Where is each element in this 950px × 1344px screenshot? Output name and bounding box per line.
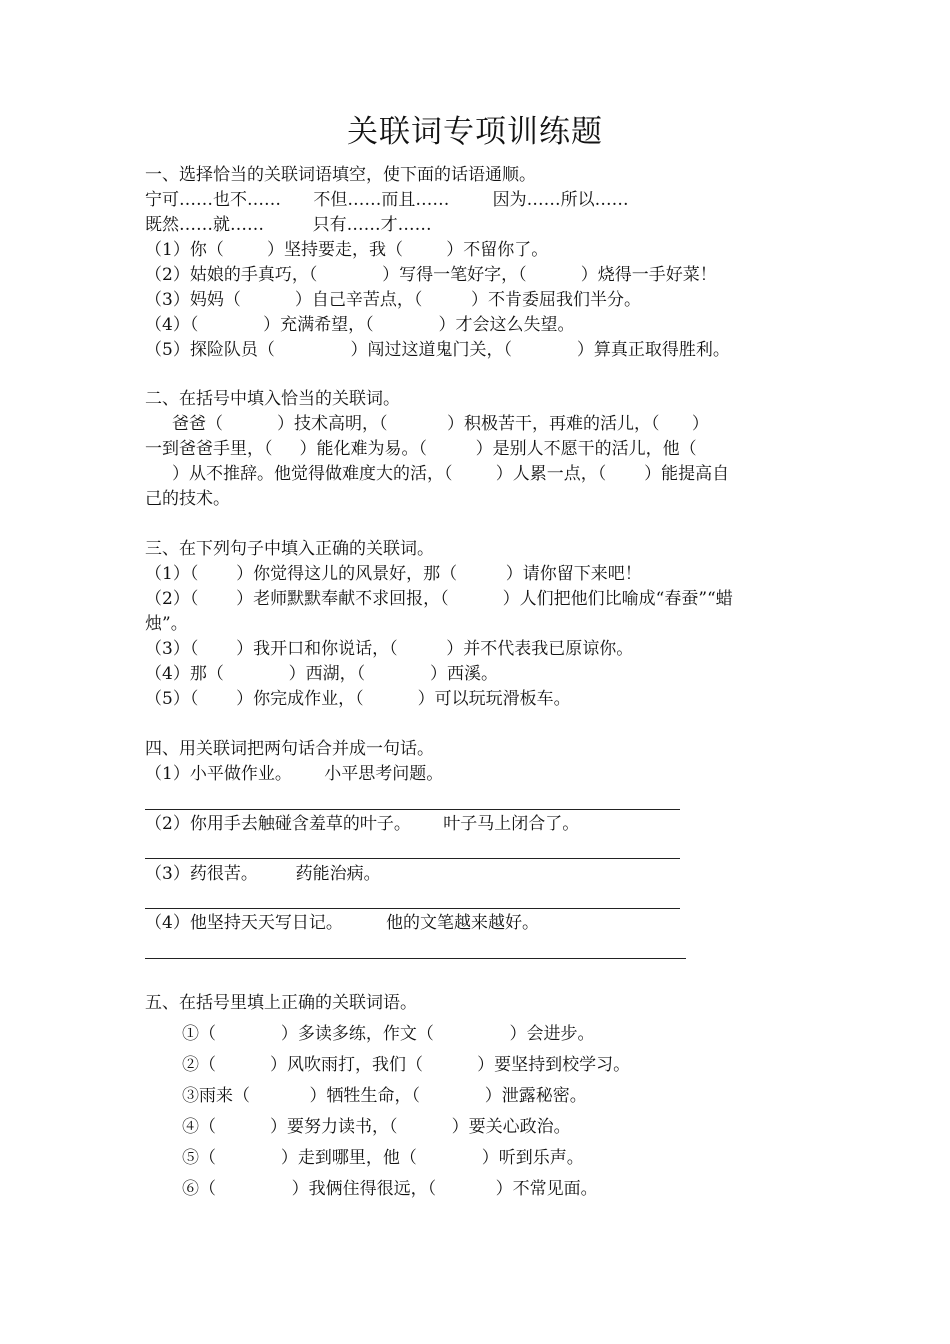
section3-line: （1）（ ）你觉得这儿的风景好，那（ ）请你留下来吧！ <box>145 564 642 584</box>
answer-line <box>145 858 680 859</box>
section1-options-line: 既然……就…… 只有……才…… <box>145 215 432 235</box>
answer-line <box>145 958 686 959</box>
section5-item: ⑤（ ）走到哪里，他（ ）听到乐声。 <box>182 1148 584 1168</box>
section3-line: （4）那（ ）西湖，（ ）西溪。 <box>145 664 499 684</box>
answer-line <box>145 908 680 909</box>
section1-item: （2）姑娘的手真巧，（ ）写得一笔好字，（ ）烧得一手好菜！ <box>145 265 717 285</box>
answer-line <box>145 809 680 810</box>
section5-item: ⑥（ ）我俩住得很远，（ ）不常见面。 <box>182 1179 598 1199</box>
section5-item: ①（ ）多读多练，作文（ ）会进步。 <box>182 1024 595 1044</box>
section3-line: （5）（ ）你完成作业，（ ）可以玩玩滑板车。 <box>145 689 571 709</box>
section2-paragraph-line: 己的技术。 <box>145 489 230 509</box>
section4-item: （4）他坚持天天写日记。 他的文笔越来越好。 <box>145 913 540 933</box>
section1-options-line: 宁可……也不…… 不但……而且…… 因为……所以…… <box>145 190 629 210</box>
section5-item: ②（ ）风吹雨打，我们（ ）要坚持到校学习。 <box>182 1055 631 1075</box>
section5-item: ③雨来（ ）牺牲生命，（ ）泄露秘密。 <box>182 1086 587 1106</box>
section3-line: （2）（ ）老师默默奉献不求回报，（ ）人们把他们比喻成“春蚕”“蜡 <box>145 589 733 609</box>
section4-heading: 四、用关联词把两句话合并成一句话。 <box>145 739 434 759</box>
section4-item: （3）药很苦。 药能治病。 <box>145 864 381 884</box>
section1-heading: 一、选择恰当的关联词语填空，使下面的话语通顺。 <box>145 165 536 185</box>
section1-item: （5）探险队员（ ）闯过这道鬼门关，（ ）算真正取得胜利。 <box>145 340 730 360</box>
section4-item: （2）你用手去触碰含羞草的叶子。 叶子马上闭合了。 <box>145 814 580 834</box>
section4-item: （1）小平做作业。 小平思考问题。 <box>145 764 444 784</box>
section2-paragraph-line: 一到爸爸手里，（ ）能化难为易。（ ）是别人不愿干的活儿，他（ <box>145 439 697 459</box>
section3-line: 烛”。 <box>145 614 188 634</box>
page-title: 关联词专项训练题 <box>347 114 603 150</box>
section1-item: （4）（ ）充满希望，（ ）才会这么失望。 <box>145 315 575 335</box>
section3-line: （3）（ ）我开口和你说话，（ ）并不代表我已原谅你。 <box>145 639 634 659</box>
section5-heading: 五、在括号里填上正确的关联词语。 <box>145 993 417 1013</box>
section1-item: （3）妈妈（ ）自己辛苦点，（ ）不肯委屈我们半分。 <box>145 290 641 310</box>
section2-paragraph-line: ）从不推辞。他觉得做难度大的活，（ ）人累一点，（ ）能提高自 <box>145 464 730 484</box>
section2-heading: 二、在括号中填入恰当的关联词。 <box>145 389 400 409</box>
section2-paragraph-line: 爸爸（ ）技术高明，（ ）积极苦干，再难的活儿，（ ） <box>145 414 709 434</box>
section5-item: ④（ ）要努力读书，（ ）要关心政治。 <box>182 1117 571 1137</box>
section1-item: （1）你（ ）坚持要走，我（ ）不留你了。 <box>145 240 549 260</box>
section3-heading: 三、在下列句子中填入正确的关联词。 <box>145 539 434 559</box>
